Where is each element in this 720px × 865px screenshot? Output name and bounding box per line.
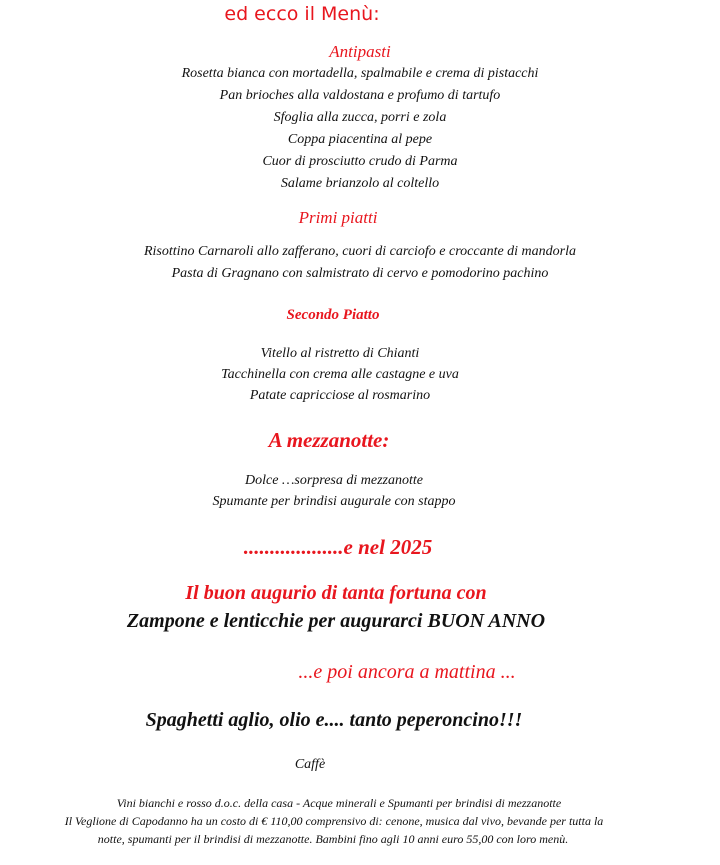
spaghetti-line: Spaghetti aglio, olio e.... tanto peperoncino!!! — [145, 709, 523, 731]
antipasti-item: Sfoglia alla zucca, porri e zola — [273, 110, 447, 125]
augurio-line: Il buon augurio di tanta fortuna con — [185, 582, 487, 604]
mezzanotte-item: Dolce …sorpresa di mezzanotte — [245, 473, 423, 488]
footer-line: Vini bianchi e rosso d.o.c. della casa - Acque minerali e Spumanti per brindisi di mezzanotte — [116, 796, 562, 810]
antipasti-item: Coppa piacentina al pepe — [287, 132, 433, 147]
menu-title: ed ecco il Menù: — [224, 3, 380, 25]
secondo-item: Tacchinella con crema alle castagne e uva — [221, 367, 459, 382]
mattina-line: ...e poi ancora a mattina ... — [298, 661, 516, 683]
section-heading-antipasti: Antipasti — [329, 42, 391, 61]
antipasti-item: Salame brianzolo al coltello — [280, 176, 440, 191]
secondo-item: Patate capricciose al rosmarino — [249, 388, 431, 403]
section-heading-secondo: Secondo Piatto — [286, 307, 380, 323]
new-year-heading: ...................e nel 2025 — [243, 535, 433, 559]
footer-line: notte, spumanti per il brindisi di mezzanotte. Bambini fino agli 10 anni euro 55,00 con loro menù. — [97, 832, 569, 846]
primi-item: Risottino Carnaroli allo zafferano, cuori di carciofo e croccante di mandorla — [143, 244, 577, 259]
caffe-line: Caffè — [294, 757, 326, 772]
antipasti-item: Pan brioches alla valdostana e profumo di tartufo — [219, 88, 501, 103]
section-heading-primi: Primi piatti — [298, 208, 378, 227]
section-heading-mezzanotte: A mezzanotte: — [268, 428, 390, 452]
secondo-item: Vitello al ristretto di Chianti — [260, 346, 420, 361]
primi-item: Pasta di Gragnano con salmistrato di cervo e pomodorino pachino — [171, 266, 549, 281]
footer-line: Il Veglione di Capodanno ha un costo di € 110,00 comprensivo di: cenone, musica dal vivo, bevande per tutta la — [64, 814, 604, 828]
zampone-line: Zampone e lenticchie per augurarci BUON ANNO — [126, 610, 546, 632]
antipasti-item: Rosetta bianca con mortadella, spalmabile e crema di pistacchi — [181, 66, 539, 81]
antipasti-item: Cuor di prosciutto crudo di Parma — [262, 154, 458, 169]
mezzanotte-item: Spumante per brindisi augurale con stappo — [212, 494, 456, 509]
